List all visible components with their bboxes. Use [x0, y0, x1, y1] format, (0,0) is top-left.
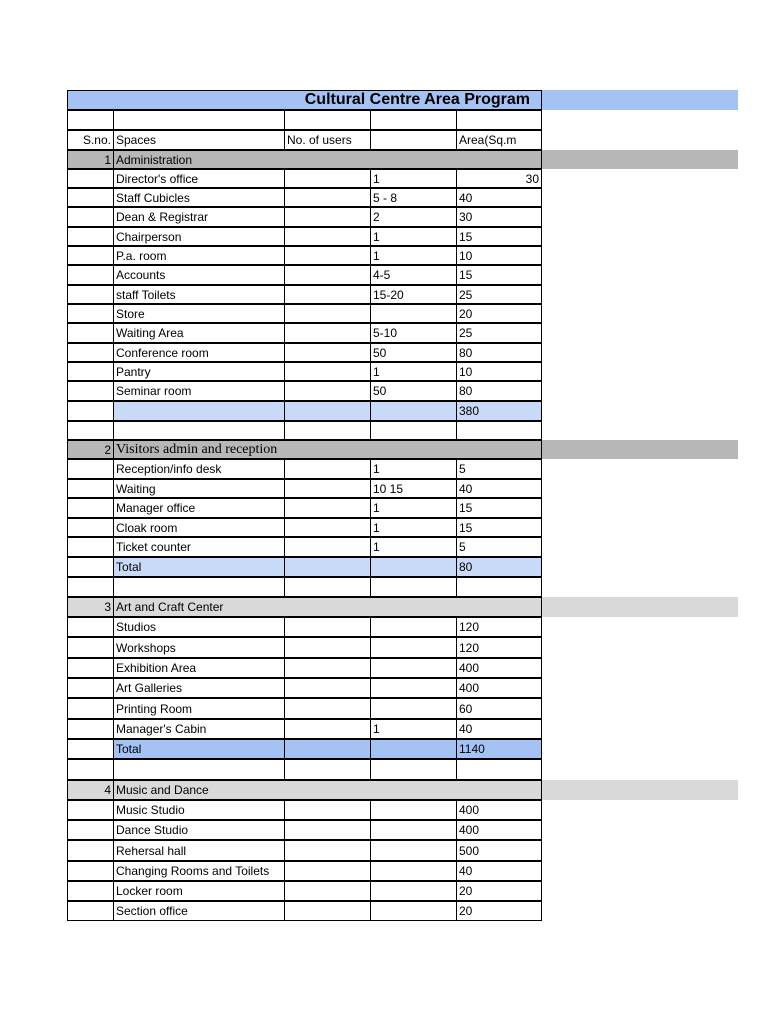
count-cell: 5 - 8 [370, 188, 457, 207]
sno-cell [67, 800, 114, 820]
section-band [541, 780, 738, 800]
total-label [113, 401, 285, 421]
users-cell [284, 861, 371, 881]
space-name: Studios [113, 617, 285, 637]
sno-cell [67, 169, 114, 188]
table-row [0, 800, 768, 820]
total-area: 80 [456, 557, 542, 577]
users-cell [284, 498, 371, 518]
count-cell: 2 [370, 207, 457, 227]
users-cell [284, 207, 371, 227]
empty-row [0, 577, 768, 597]
sno-cell [67, 227, 114, 246]
space-name: Rehersal hall [113, 840, 285, 861]
users-cell [284, 881, 371, 901]
table-row [0, 637, 768, 658]
users-cell [284, 518, 371, 537]
sno-cell [67, 265, 114, 285]
area-cell: 25 [456, 323, 542, 343]
users-cell [284, 459, 371, 479]
sno-cell [67, 678, 114, 698]
sno-cell [67, 246, 114, 265]
title-row [0, 90, 768, 110]
empty-cell [284, 759, 371, 780]
area-cell: 60 [456, 698, 542, 719]
sno-cell [67, 820, 114, 840]
area-cell: 15 [456, 498, 542, 518]
count-cell [370, 861, 457, 881]
empty-cell [113, 577, 285, 597]
sno-cell [67, 617, 114, 637]
empty-cell [456, 421, 542, 440]
total-area: 380 [456, 401, 542, 421]
count-cell [370, 678, 457, 698]
area-cell: 20 [456, 881, 542, 901]
sno-cell [67, 698, 114, 719]
empty-cell [67, 421, 114, 440]
space-name: Waiting Area [113, 323, 285, 343]
count-cell: 1 [370, 459, 457, 479]
space-name: Director's office [113, 169, 285, 188]
section-row [0, 440, 768, 459]
users-cell [284, 285, 371, 304]
total-label: Total [113, 557, 285, 577]
space-name: Dance Studio [113, 820, 285, 840]
header-blank [370, 130, 457, 150]
empty-cell [67, 110, 114, 130]
space-name: staff Toilets [113, 285, 285, 304]
count-cell: 1 [370, 227, 457, 246]
area-cell: 400 [456, 678, 542, 698]
sno-cell [67, 658, 114, 678]
area-cell: 10 [456, 246, 542, 265]
users-cell [284, 800, 371, 820]
table-row [0, 207, 768, 227]
sno-cell [67, 719, 114, 739]
area-cell: 30 [456, 207, 542, 227]
sno-cell [67, 537, 114, 557]
area-cell: 120 [456, 617, 542, 637]
space-name: Manager office [113, 498, 285, 518]
users-cell [284, 617, 371, 637]
sno-cell [67, 840, 114, 861]
area-cell: 80 [456, 343, 542, 362]
empty-cell [284, 110, 371, 130]
sno-cell [67, 401, 114, 421]
title-band [541, 90, 738, 110]
users-cell [284, 901, 371, 921]
section-band [541, 150, 738, 169]
sno-cell [67, 188, 114, 207]
sno-cell [67, 739, 114, 759]
space-name: Ticket counter [113, 537, 285, 557]
table-row [0, 265, 768, 285]
space-name: Art Galleries [113, 678, 285, 698]
space-name: Seminar room [113, 381, 285, 401]
sno-cell [67, 343, 114, 362]
sno-cell [67, 304, 114, 323]
total-count [370, 557, 457, 577]
header-row [0, 130, 768, 150]
space-name: Exhibition Area [113, 658, 285, 678]
count-cell: 50 [370, 343, 457, 362]
table-row [0, 658, 768, 678]
area-cell: 40 [456, 479, 542, 498]
count-cell [370, 304, 457, 323]
count-cell [370, 840, 457, 861]
space-name: Dean & Registrar [113, 207, 285, 227]
table-row [0, 537, 768, 557]
count-cell [370, 617, 457, 637]
empty-row [0, 759, 768, 780]
area-cell: 40 [456, 861, 542, 881]
count-cell: 1 [370, 518, 457, 537]
section-band [541, 597, 738, 617]
table-row [0, 617, 768, 637]
space-name: Workshops [113, 637, 285, 658]
section-title: Art and Craft Center [113, 597, 542, 617]
area-cell: 120 [456, 637, 542, 658]
area-cell: 20 [456, 901, 542, 921]
total-count [370, 401, 457, 421]
area-cell: 400 [456, 800, 542, 820]
count-cell [370, 901, 457, 921]
table-row [0, 861, 768, 881]
table-row [0, 285, 768, 304]
users-cell [284, 381, 371, 401]
count-cell [370, 698, 457, 719]
header-users: No. of users [284, 130, 371, 150]
table-row [0, 323, 768, 343]
users-cell [284, 840, 371, 861]
table-row [0, 820, 768, 840]
count-cell: 1 [370, 537, 457, 557]
sno-cell [67, 861, 114, 881]
table-row [0, 362, 768, 381]
empty-cell [284, 421, 371, 440]
table-row [0, 479, 768, 498]
count-cell: 4-5 [370, 265, 457, 285]
empty-cell [67, 577, 114, 597]
users-cell [284, 188, 371, 207]
users-cell [284, 323, 371, 343]
users-cell [284, 265, 371, 285]
section-title: Music and Dance [113, 780, 542, 800]
table-row [0, 246, 768, 265]
empty-row [0, 421, 768, 440]
area-cell: 40 [456, 719, 542, 739]
empty-cell [370, 759, 457, 780]
total-label: Total [113, 739, 285, 759]
sno-cell [67, 323, 114, 343]
space-name: Locker room [113, 881, 285, 901]
section-number: 3 [67, 597, 114, 617]
header-spaces: Spaces [113, 130, 285, 150]
section-row [0, 780, 768, 800]
empty-cell [370, 421, 457, 440]
sno-cell [67, 207, 114, 227]
table-row [0, 840, 768, 861]
table-row [0, 188, 768, 207]
area-cell: 500 [456, 840, 542, 861]
space-name: Waiting [113, 479, 285, 498]
sno-cell [67, 498, 114, 518]
users-cell [284, 343, 371, 362]
empty-cell [370, 577, 457, 597]
count-cell: 15-20 [370, 285, 457, 304]
total-users [284, 401, 371, 421]
count-cell: 5-10 [370, 323, 457, 343]
area-cell: 40 [456, 188, 542, 207]
table-row [0, 698, 768, 719]
users-cell [284, 362, 371, 381]
section-number: 4 [67, 780, 114, 800]
users-cell [284, 227, 371, 246]
area-cell: 10 [456, 362, 542, 381]
space-name: Store [113, 304, 285, 323]
empty-cell [456, 759, 542, 780]
users-cell [284, 698, 371, 719]
space-name: Section office [113, 901, 285, 921]
table-row [0, 901, 768, 921]
area-cell: 15 [456, 518, 542, 537]
section-title: Visitors admin and reception [113, 440, 542, 459]
space-name: Accounts [113, 265, 285, 285]
space-name: Chairperson [113, 227, 285, 246]
area-cell: 80 [456, 381, 542, 401]
users-cell [284, 658, 371, 678]
sno-cell [67, 479, 114, 498]
area-cell: 5 [456, 459, 542, 479]
total-area: 1140 [456, 739, 542, 759]
sno-cell [67, 881, 114, 901]
users-cell [284, 820, 371, 840]
table-row [0, 304, 768, 323]
sno-cell [67, 381, 114, 401]
count-cell: 1 [370, 169, 457, 188]
section-row [0, 150, 768, 169]
count-cell: 50 [370, 381, 457, 401]
total-row [0, 557, 768, 577]
section-number: 2 [67, 440, 114, 459]
table-row [0, 227, 768, 246]
area-cell: 400 [456, 820, 542, 840]
sno-cell [67, 518, 114, 537]
space-name: Pantry [113, 362, 285, 381]
space-name: Conference room [113, 343, 285, 362]
users-cell [284, 678, 371, 698]
section-number: 1 [67, 150, 114, 169]
total-row [0, 401, 768, 421]
sno-cell [67, 362, 114, 381]
count-cell: 1 [370, 498, 457, 518]
sno-cell [67, 901, 114, 921]
space-name: Cloak room [113, 518, 285, 537]
area-cell: 30 [456, 169, 542, 188]
space-name: Printing Room [113, 698, 285, 719]
space-name: P.a. room [113, 246, 285, 265]
total-count [370, 739, 457, 759]
users-cell [284, 537, 371, 557]
section-row [0, 597, 768, 617]
users-cell [284, 304, 371, 323]
table-row [0, 343, 768, 362]
empty-cell [67, 759, 114, 780]
count-cell: 1 [370, 362, 457, 381]
header-sno: S.no. [67, 130, 114, 150]
sno-cell [67, 557, 114, 577]
empty-cell [113, 110, 285, 130]
count-cell [370, 658, 457, 678]
empty-cell [113, 421, 285, 440]
sno-cell [67, 285, 114, 304]
count-cell: 1 [370, 719, 457, 739]
area-cell: 15 [456, 265, 542, 285]
users-cell [284, 246, 371, 265]
table-row [0, 881, 768, 901]
table-row [0, 719, 768, 739]
section-title: Administration [113, 150, 542, 169]
section-band [541, 440, 738, 459]
users-cell [284, 479, 371, 498]
count-cell [370, 881, 457, 901]
table-row [0, 459, 768, 479]
space-name: Staff Cubicles [113, 188, 285, 207]
total-row [0, 739, 768, 759]
sno-cell [67, 459, 114, 479]
space-name: Manager's Cabin [113, 719, 285, 739]
users-cell [284, 719, 371, 739]
users-cell [284, 169, 371, 188]
count-cell [370, 637, 457, 658]
empty-cell [370, 110, 457, 130]
count-cell: 10 15 [370, 479, 457, 498]
sno-cell [67, 637, 114, 658]
table-row [0, 381, 768, 401]
users-cell [284, 637, 371, 658]
empty-cell [113, 759, 285, 780]
empty-cell [284, 577, 371, 597]
total-users [284, 557, 371, 577]
empty-row [0, 110, 768, 130]
total-users [284, 739, 371, 759]
space-name: Reception/info desk [113, 459, 285, 479]
count-cell [370, 820, 457, 840]
area-cell: 15 [456, 227, 542, 246]
empty-cell [456, 110, 542, 130]
empty-cell [456, 577, 542, 597]
table-row [0, 498, 768, 518]
area-cell: 5 [456, 537, 542, 557]
table-row [0, 518, 768, 537]
sheet-title: Cultural Centre Area Program [304, 91, 530, 108]
area-cell: 400 [456, 658, 542, 678]
area-cell: 20 [456, 304, 542, 323]
space-name: Changing Rooms and Toilets [113, 861, 285, 881]
count-cell: 1 [370, 246, 457, 265]
area-cell: 25 [456, 285, 542, 304]
table-row [0, 678, 768, 698]
table-row [0, 169, 768, 188]
count-cell [370, 800, 457, 820]
header-area: Area(Sq.m [456, 130, 542, 150]
space-name: Music Studio [113, 800, 285, 820]
